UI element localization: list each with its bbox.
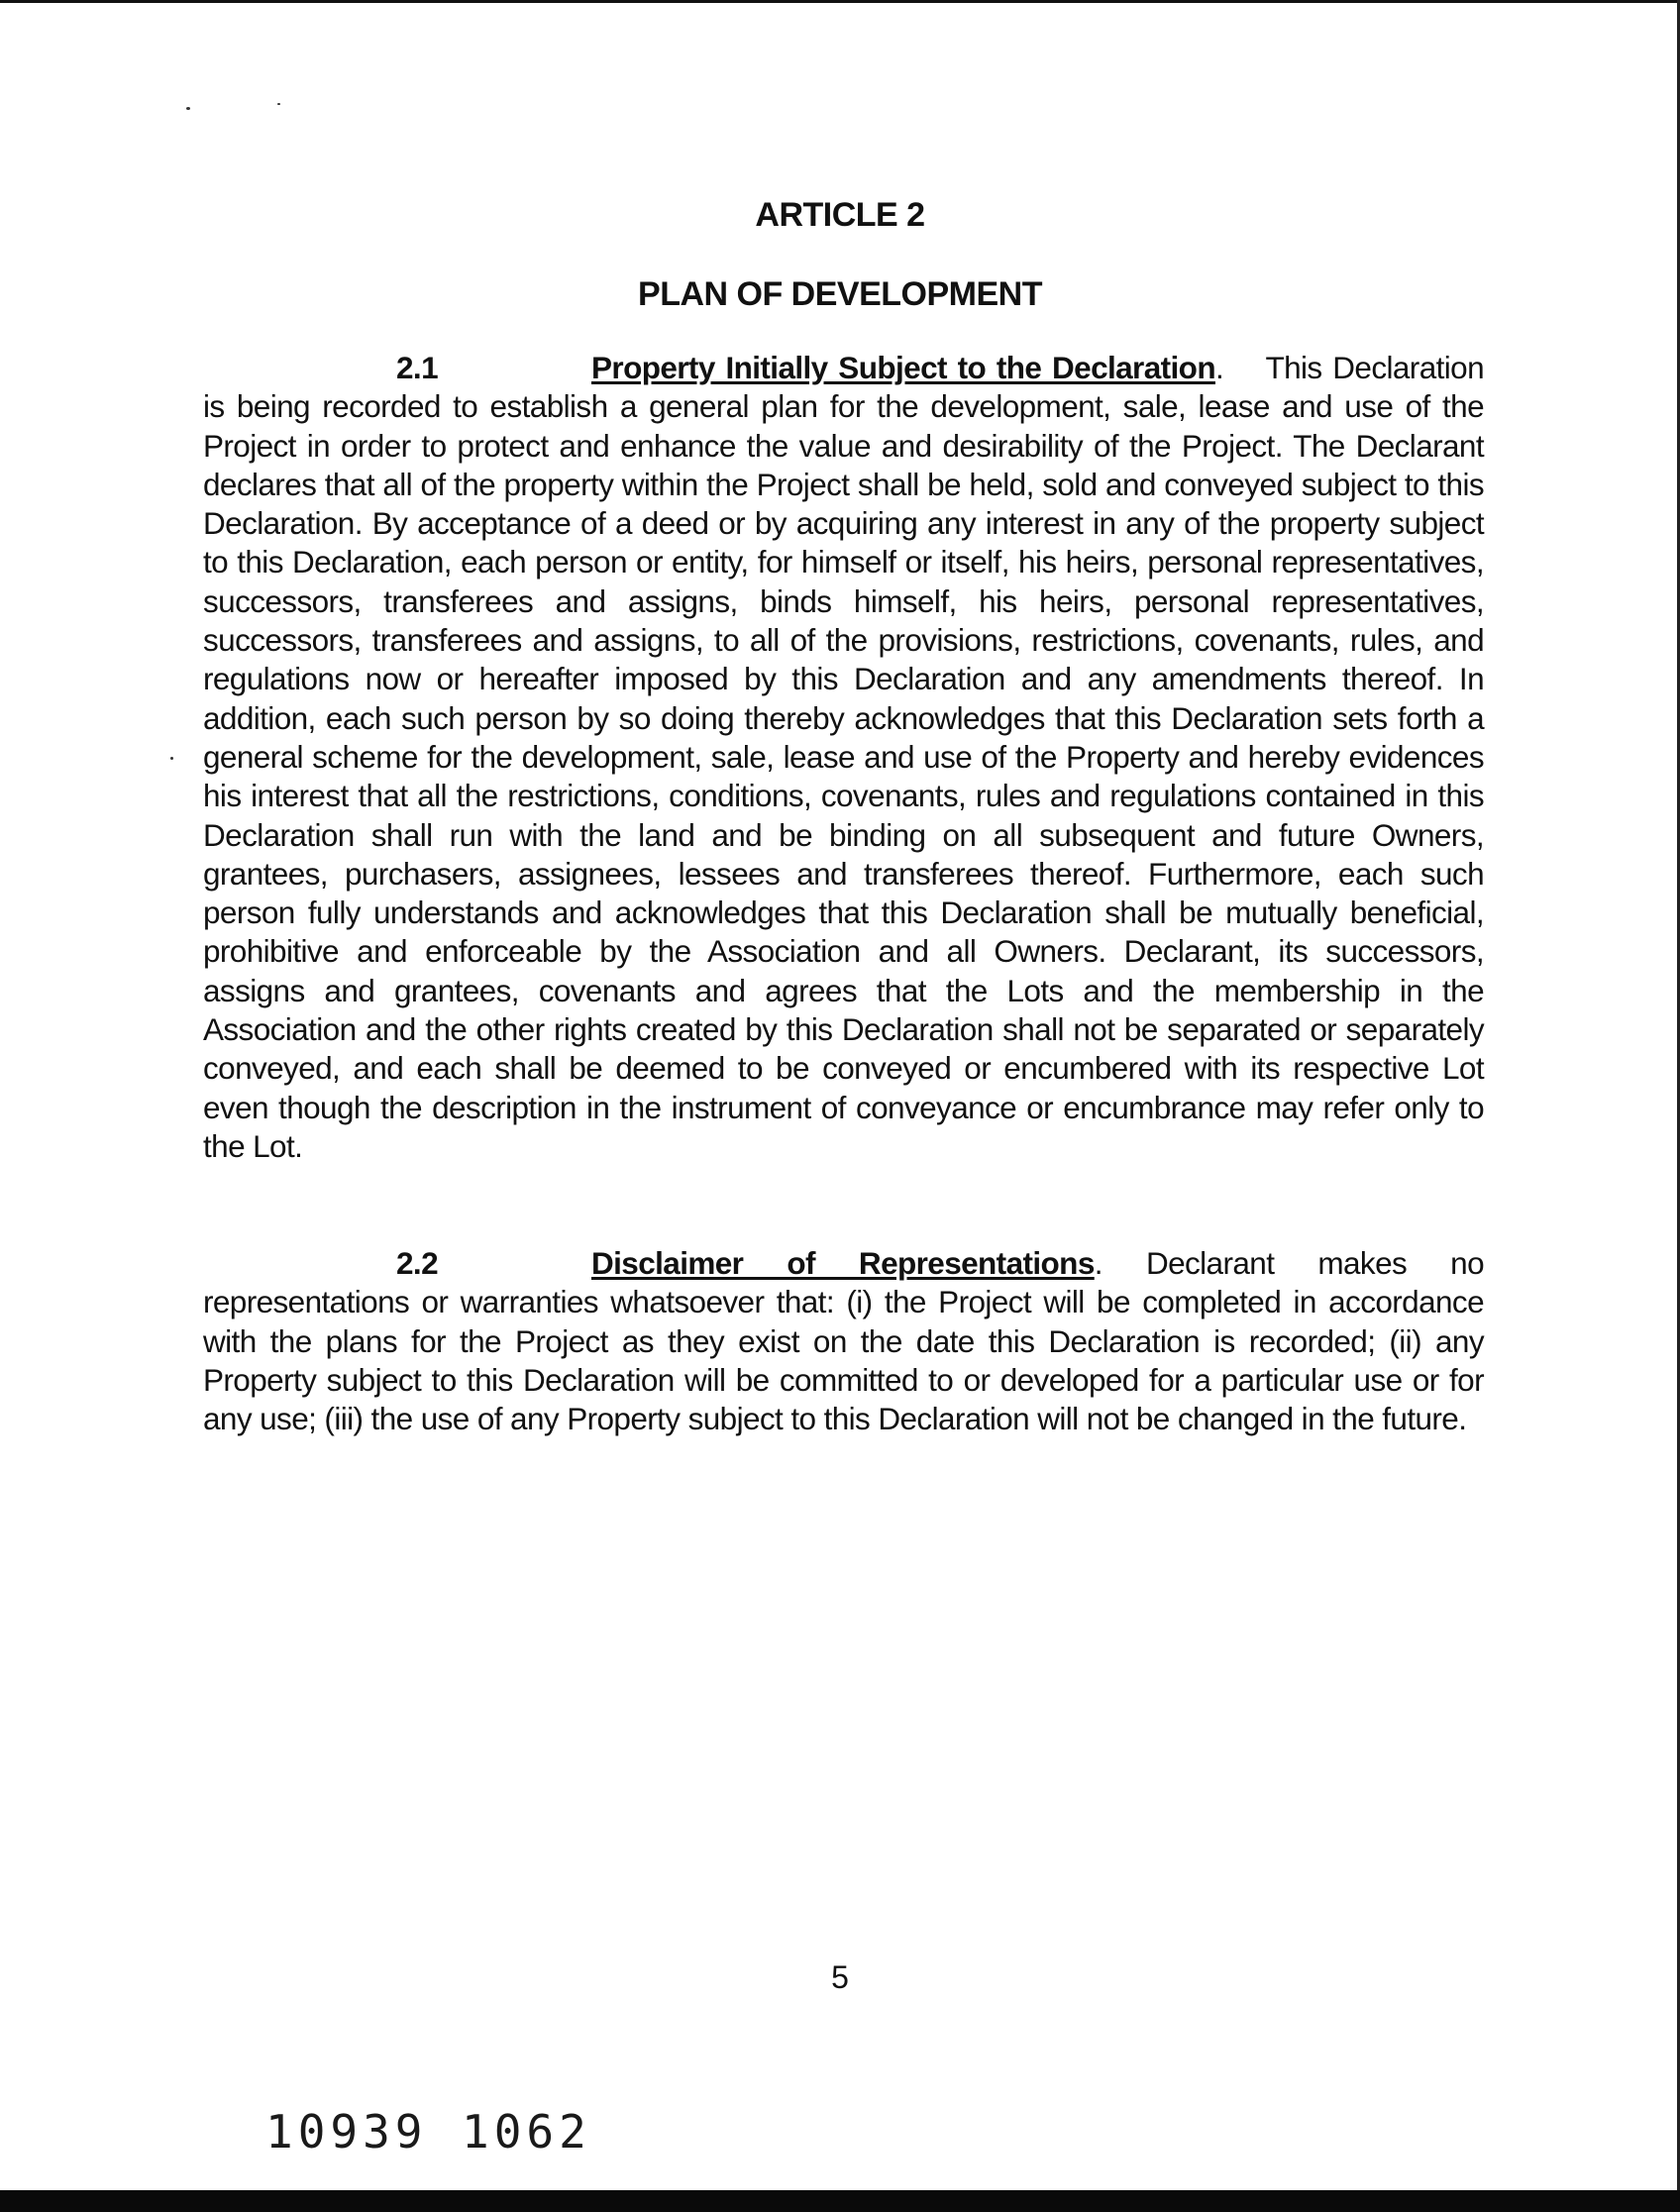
recording-page-number: 1062 bbox=[462, 2105, 591, 2159]
section-body: This Declaration is being recorded to establish a general plan for the development, sale, lease and use of the Project in order to protect and enhance the value and desirability of the Project. The Declarant declares that all of the property within the Project shall be held, sold and conveyed subject to this Declaration. By acceptance of a deed or by acquiring any interest in any of the property subject to this Declaration, each person or entity, for himself or itself, his heirs, personal representatives, successors, transferees and assigns, binds himself, his heirs, personal representatives, successors, transferees and assigns, to all of the provisions, restrictions, covenants, rules, and regulations now or hereafter imposed by this Declaration and any amendments thereof. In addition, each such person by so doing thereby acknowledges that this Declaration sets forth a general scheme for the development, sale, lease and use of the Property and hereby evidences his interest that all the restrictions, conditions, covenants, rules and regulations contained in this Declaration shall run with the land and be binding on all subsequent and future Owners, grantees, purchasers, assignees, lessees and transferees thereof. Furthermore, each such person fully understands and acknowledges that this Declaration shall be mutually beneficial, prohibitive and enforceable by the Association and all Owners. Declarant, its successors, assigns and grantees, covenants and agrees that the Lots and the membership in the Association and the other rights created by this Declaration shall not be separated or separately conveyed, and each shall be deemed to be conveyed or encumbered with its respective Lot even though the description in the instrument of conveyance or encumbrance may refer only to the Lot. bbox=[203, 350, 1484, 1164]
section-title: Property Initially Subject to the Declaration bbox=[591, 350, 1215, 385]
recording-book-number: 10939 bbox=[265, 2105, 428, 2159]
section-title: Disclaimer of Representations bbox=[591, 1245, 1095, 1281]
section-2-2 bbox=[203, 1244, 1484, 1438]
section-number: 2.1 bbox=[396, 350, 438, 385]
scan-speck bbox=[170, 757, 173, 760]
scan-border-bottom bbox=[0, 2190, 1680, 2212]
section-number: 2.2 bbox=[396, 1245, 438, 1281]
scan-speck bbox=[186, 107, 190, 110]
section-title-period: . bbox=[1094, 1245, 1102, 1281]
section-body: Declarant makes no representations or warranties whatsoever that: (i) the Project will be completed in accordance with the plans for the Project as they exist on the date this Declaration is recorded; (ii) any Property subject to this Declaration will be committed to or developed for a particular use or for any use; (iii) the use of any Property subject to this Declaration will not be changed in the future. bbox=[203, 1245, 1485, 1437]
scan-speck bbox=[277, 103, 280, 105]
scan-border-top bbox=[0, 0, 1680, 3]
article-subtitle: PLAN OF DEVELOPMENT bbox=[638, 275, 1042, 313]
section-title-period: . bbox=[1214, 350, 1224, 385]
article-title: ARTICLE 2 bbox=[755, 196, 925, 234]
section-2-1 bbox=[203, 349, 1484, 1166]
page-number: 5 bbox=[831, 1959, 849, 1995]
